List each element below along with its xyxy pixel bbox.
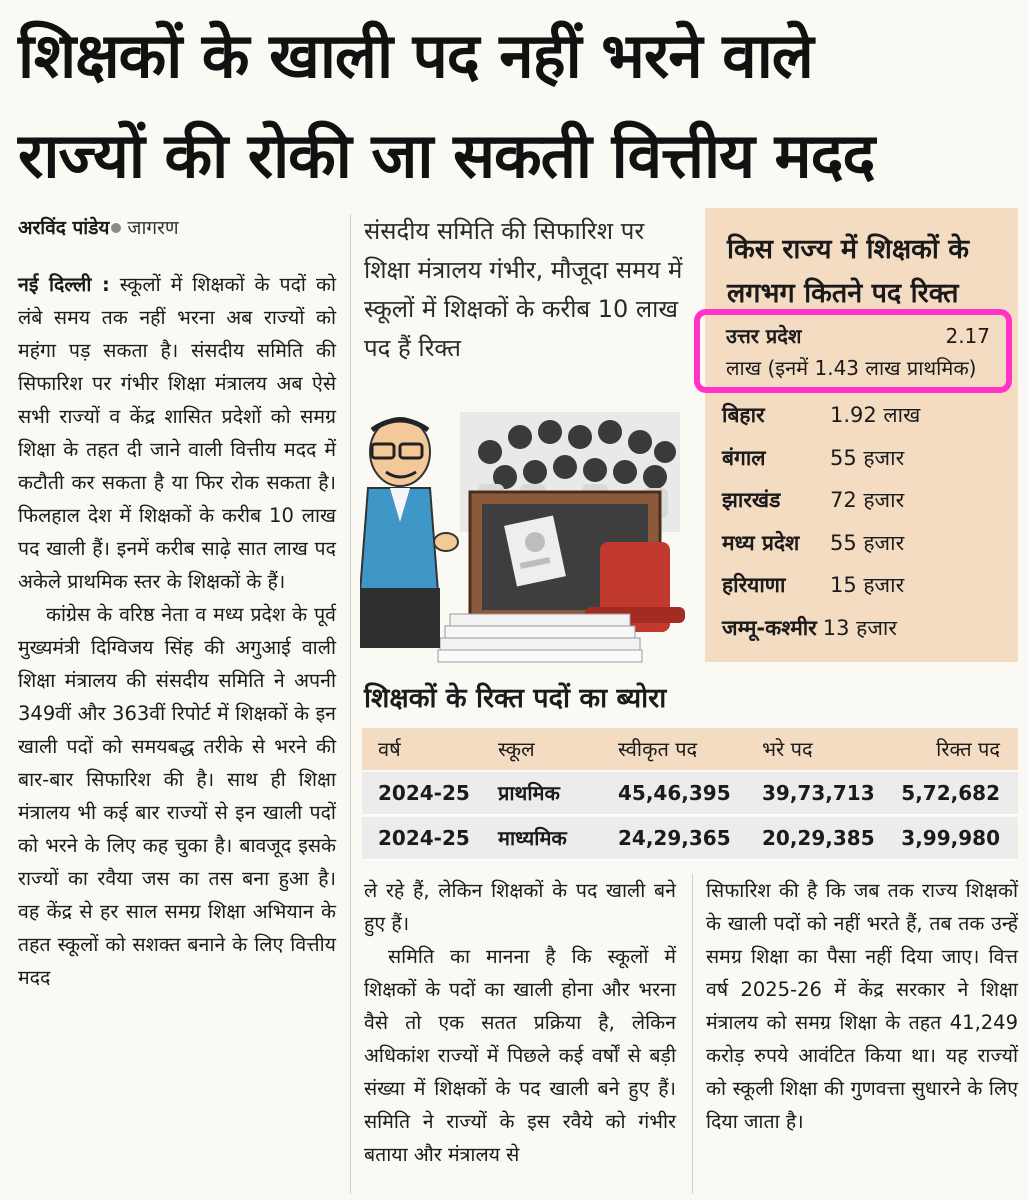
paragraph-4: समिति का मानना है कि स्कूलों में शिक्षकों के पदों का खाली होना और भरना वैसे तो एक सतत प्रक्रिया है, लेकिन अधिकांश राज्यों में पिछले कई वर्षों से बड़ी संख्या में शिक्षकों के पद खाली बने हुए हैं। समिति ने राज्यों के इस रवैये को गंभीर बताया और मंत्रालय से (364, 945, 676, 1166)
table-title: शिक्षकों के रिक्त पदों का ब्योरा (364, 683, 667, 714)
illustration-teacher-vacancy (360, 392, 700, 668)
state-name: मध्य प्रदेश (722, 530, 800, 555)
table-row (362, 772, 1018, 815)
state-value: 13 हजार (822, 615, 897, 640)
sidebar-state-list (722, 394, 1012, 649)
table-cell: 39,73,713 (762, 781, 875, 805)
state-name: झारखंड (722, 488, 781, 512)
table-cell: 2024-25 (378, 826, 470, 850)
state-value: 2.17 (945, 324, 990, 348)
table-header-cell: स्वीकृत पद (618, 737, 698, 761)
table-cell: माध्यमिक (498, 826, 567, 850)
paper-stack-illustration (438, 614, 642, 662)
byline-source: जागरण (127, 217, 179, 239)
sidebar-state-uttar-pradesh (726, 320, 1006, 384)
state-name: जम्मू-कश्मीर (722, 615, 817, 640)
sidebar-title: किस राज्य में शिक्षकों के लगभग कितने पद रिक्त (727, 234, 970, 309)
table-cell: 24,29,365 (618, 826, 731, 850)
paragraph-1 (18, 268, 336, 598)
table-header-cell: रिक्त पद (936, 737, 1000, 761)
state-value: 15 हजार (830, 573, 905, 597)
sidebar-state-item (722, 437, 1012, 480)
state-value: 55 हजार (830, 445, 905, 470)
state-name: बंगाल (722, 445, 766, 470)
table-header-cell: स्कूल (498, 737, 535, 761)
table-cell: 2024-25 (378, 781, 470, 805)
cartoon-man-illustration (360, 418, 458, 648)
deck-subheadline: संसदीय समिति की सिफारिश पर शिक्षा मंत्रालय गंभीर, मौजूदा समय में स्कूलों में शिक्षकों के करीब 10 लाख पद हैं रिक्त (364, 217, 683, 362)
table-cell: 3,99,980 (901, 826, 1000, 850)
state-value: 72 हजार (830, 488, 905, 512)
table-cell: 20,29,385 (762, 826, 875, 850)
table-cell: 5,72,682 (901, 781, 1000, 805)
article-column-3: सिफारिश की है कि जब तक राज्य शिक्षकों के खाली पदों को नहीं भरते हैं, तब तक उन्हें समग्र शिक्षा का पैसा नहीं दिया जाए। वित्त वर्ष 2025-26 में केंद्र सरकार ने शिक्षा मंत्रालय को समग्र शिक्षा के तहत 41,249 करोड़ रुपये आवंटित किया था। यह राज्यों को स्कूली शिक्षा की गुणवत्ता सुधारने के लिए दिया जाता है। (706, 879, 1018, 1133)
dateline: नई दिल्ली : (18, 273, 110, 296)
article-column-1 (18, 268, 336, 994)
sidebar-state-item (722, 564, 1012, 607)
paragraph-3: ले रहे हैं, लेकिन शिक्षकों के पद खाली बने हुए हैं। (364, 879, 676, 935)
column-divider (692, 874, 693, 1194)
table-cell: 45,46,395 (618, 781, 731, 805)
paragraph-2: कांग्रेस के वरिष्ठ नेता व मध्य प्रदेश के पूर्व मुख्यमंत्री दिग्विजय सिंह की अगुआई वाली शिक्षा मंत्रालय की संसदीय समिति ने अपनी 349वीं और 363वीं रिपोर्ट में शिक्षकों के इन खाली पदों को समयबद्ध तरीके से भरने की बार-बार सिफारिश की है। साथ ही शिक्षा मंत्रालय भी कई बार राज्यों से इन खाली पदों को भरने के लिए कह चुका है। बावजूद इसके राज्यों का रवैया जस का तस बना हुआ है। वह केंद्र से हर साल समग्र शिक्षा अभियान के तहत स्कूलों को सशक्त बनाने के लिए वित्तीय मदद (18, 603, 336, 989)
state-value-detail: लाख (इनमें 1.43 लाख प्राथमिक) (726, 356, 977, 380)
byline (18, 214, 179, 240)
table-header-row (362, 728, 1018, 770)
state-name: उत्तर प्रदेश (726, 324, 802, 348)
table-row (362, 817, 1018, 860)
column-divider (350, 214, 351, 1194)
state-name: हरियाणा (722, 573, 786, 597)
sidebar-state-item (722, 479, 1012, 522)
state-value: 55 हजार (830, 530, 905, 555)
state-name: बिहार (722, 403, 765, 427)
headline-line-1: शिक्षकों के खाली पद नहीं भरने वाले (18, 19, 813, 92)
article-column-2 (364, 874, 676, 1171)
byline-author: अरविंद पांडेय (18, 217, 110, 239)
table-header-cell: वर्ष (378, 737, 401, 761)
table-cell: प्राथमिक (498, 781, 560, 805)
vacancy-table (362, 728, 1018, 860)
headline (18, 6, 1018, 206)
sidebar-state-item (722, 394, 1012, 437)
bullet-dot-icon (111, 223, 121, 233)
sidebar-state-item (722, 522, 1012, 565)
headline-line-2: राज्यों की रोकी जा सकती वित्तीय मदद (18, 119, 875, 192)
sidebar-state-item (722, 607, 1012, 650)
paragraph-1-text: स्कूलों में शिक्षकों के पदों को लंबे समय तक नहीं भरना अब राज्यों को महंगा पड़ सकता है। संसदीय समिति की सिफारिश पर गंभीर शिक्षा मंत्रालय अब ऐसे सभी राज्यों व केंद्र शासित प्रदेशों को समग्र शिक्षा के तहत दी जाने वाली वित्तीय मदद में कटौती कर सकता है या फिर रोक सकता है। फिलहाल देश में शिक्षकों के करीब 10 लाख पद खाली हैं। इनमें करीब साढ़े सात लाख पद अकेले प्राथमिक स्तर के शिक्षकों के हैं। (18, 273, 336, 593)
state-value: 1.92 लाख (830, 403, 921, 427)
table-header-cell: भरे पद (762, 737, 813, 761)
